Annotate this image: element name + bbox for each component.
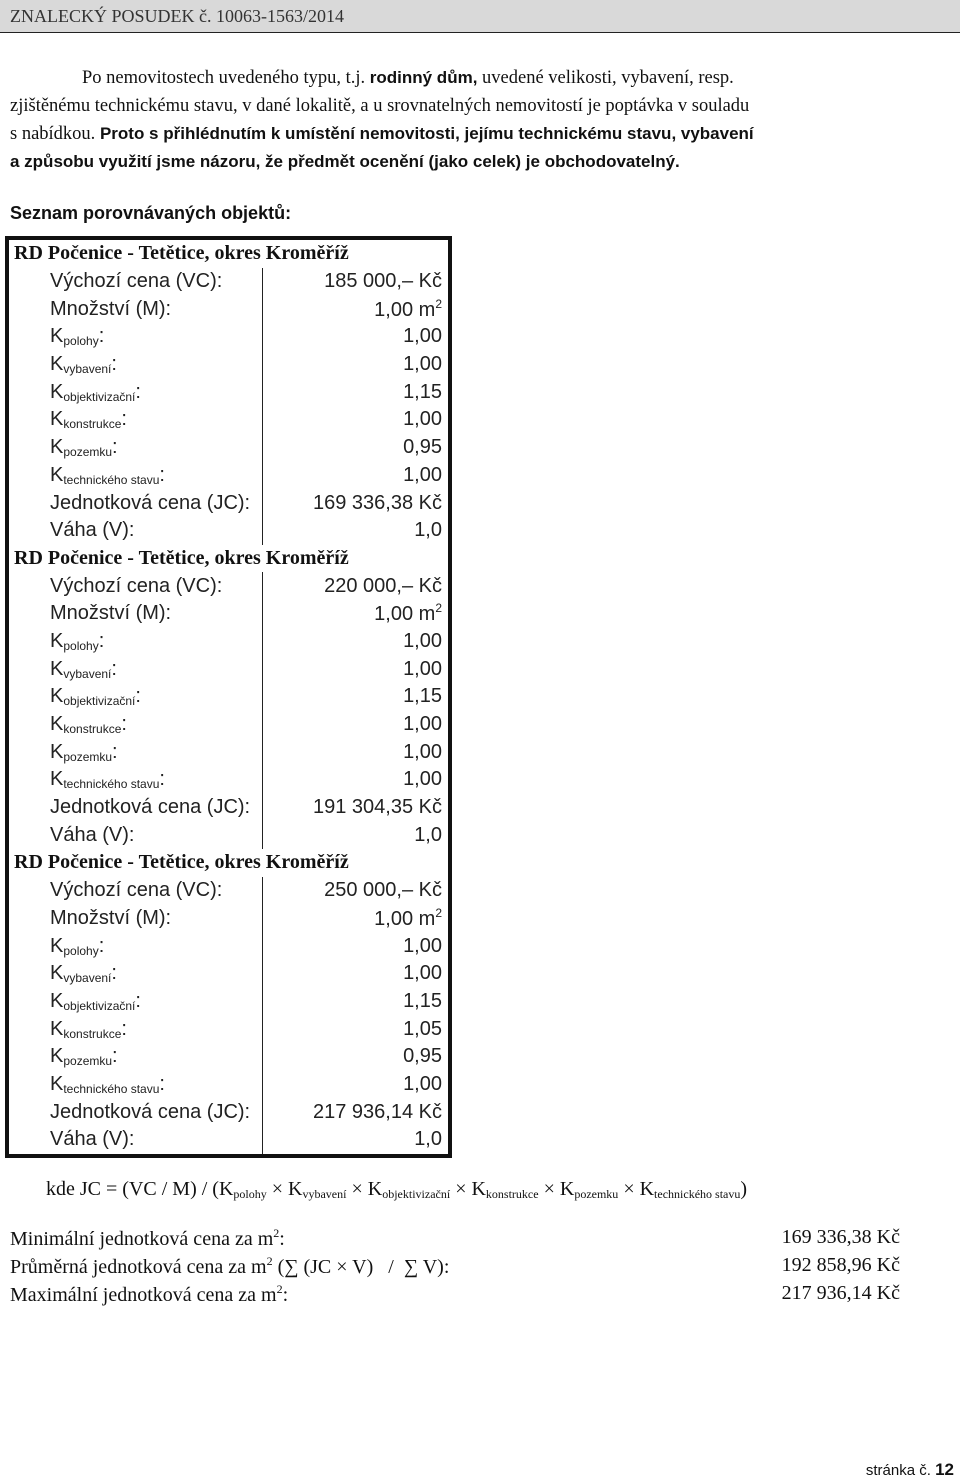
k-value-objektivizacni: 1,15: [403, 380, 442, 403]
k-value-pozemku: 0,95: [403, 1045, 442, 1068]
table-row: [7, 406, 450, 434]
v-label: Váha (V):: [7, 1126, 263, 1156]
k-label-objektivizacni: $K_{objektivizační}$:: [7, 378, 263, 406]
k-value-vybaveni: 1,00: [403, 657, 442, 680]
k-value-vybaveni: 1,00: [403, 353, 442, 376]
table-row: [7, 766, 450, 794]
jc-label: Jednotková cena (JC):: [7, 794, 263, 822]
object-name-row: [7, 849, 450, 877]
table-row: [7, 600, 450, 628]
list-title: Seznam porovnávaných objektů:: [10, 203, 292, 223]
k-label-vybaveni: $K_{vybavení}$:: [7, 960, 263, 988]
table-row: [7, 821, 450, 849]
k-value-polohy: 1,00: [403, 325, 442, 348]
table-row: [7, 295, 450, 323]
k-value-polohy: 1,00: [403, 629, 442, 652]
table-row: [7, 1126, 450, 1156]
k-label-pozemku: $K_{pozemku}$:: [7, 738, 263, 766]
table-row: [7, 1098, 450, 1126]
price-summary: [10, 1226, 900, 1310]
k-label-konstrukce: $K_{konstrukce}$:: [7, 406, 263, 434]
intro-bold-text: rodinný dům,: [369, 68, 478, 87]
page-footer: stránka č. 12: [865, 1460, 954, 1479]
k-value-objektivizacni: 1,15: [403, 685, 442, 708]
jc-label: Jednotková cena (JC):: [7, 489, 263, 517]
intro-bold-text: a způsobu využití jsme názoru, že předmět ocenění (jako celek) je obchodovatelný.: [10, 152, 680, 171]
m-value: 1,00 $m^2$: [374, 296, 442, 321]
k-label-technickeho_stavu: $K_{technického stavu}$:: [7, 462, 263, 490]
table-row: [7, 1015, 450, 1043]
k-value-konstrukce: 1,00: [403, 713, 442, 736]
table-row: [7, 378, 450, 406]
intro-text: zjištěnému technickému stavu, v dané lokalitě, a u srovnatelných nemovitostí je poptávka v souladu: [10, 96, 750, 116]
m-value: 1,00 $m^2$: [374, 905, 442, 930]
intro-text: uvedené velikosti, vybavení, resp.: [477, 68, 734, 88]
table-row: [7, 683, 450, 711]
m-label: Množství (M):: [7, 295, 263, 323]
jc-label: Jednotková cena (JC):: [7, 1098, 263, 1126]
table-row: [7, 572, 450, 600]
k-value-vybaveni: 1,00: [403, 962, 442, 985]
intro-paragraph: [10, 64, 955, 176]
k-label-polohy: $K_{polohy}$:: [7, 932, 263, 960]
k-label-technickeho_stavu: $K_{technického stavu}$:: [7, 766, 263, 794]
k-label-vybaveni: $K_{vybavení}$:: [7, 655, 263, 683]
document-title: ZNALECKÝ POSUDEK č. 10063-1563/2014: [10, 6, 344, 26]
k-value-technickeho_stavu: 1,00: [403, 1072, 442, 1095]
k-value-konstrukce: 1,00: [403, 408, 442, 431]
intro-bold-text: Proto s přihlédnutím k umístění nemovitosti, jejímu technickému stavu, vybavení: [99, 124, 754, 143]
compared-objects-table: [5, 236, 452, 1158]
vc-value: 185 000,– Kč: [324, 270, 442, 293]
object-name: RD Počenice - Tetětice, okres Kroměříž: [14, 242, 349, 265]
v-label: Váha (V):: [7, 821, 263, 849]
k-label-konstrukce: $K_{konstrukce}$:: [7, 1015, 263, 1043]
m-value: 1,00 $m^2$: [374, 601, 442, 626]
intro-text: Po nemovitostech uvedeného typu, t.j.: [82, 68, 370, 88]
table-row: [7, 960, 450, 988]
k-label-objektivizacni: $K_{objektivizační}$:: [7, 988, 263, 1016]
vc-label: Výchozí cena (VC):: [7, 572, 263, 600]
page-number: 12: [935, 1460, 954, 1479]
vc-value: 220 000,– Kč: [324, 574, 442, 597]
vc-label: Výchozí cena (VC):: [7, 877, 263, 905]
object-name-row: [7, 545, 450, 573]
k-value-objektivizacni: 1,15: [403, 989, 442, 1012]
table-row: [7, 988, 450, 1016]
m-label: Množství (M):: [7, 600, 263, 628]
k-value-pozemku: 0,95: [403, 436, 442, 459]
m-label: Množství (M):: [7, 905, 263, 933]
k-label-technickeho_stavu: $K_{technického stavu}$:: [7, 1071, 263, 1099]
formula: kde JC = $(VC / M) / (K_{polohy} \times K_{vybavení} \times K_{objektivizační} \times K_{konstrukce} \times K_{pozemku} \times K_{technického stavu})$: [46, 1178, 748, 1201]
object-name: RD Počenice - Tetětice, okres Kroměříž: [14, 851, 349, 874]
k-label-polohy: $K_{polohy}$:: [7, 323, 263, 351]
v-value: 1,0: [414, 519, 442, 542]
document-header: [0, 0, 960, 33]
k-label-vybaveni: $K_{vybavení}$:: [7, 351, 263, 379]
avg-price-value: 192 858,96 Kč: [781, 1254, 900, 1276]
table-row: [7, 655, 450, 683]
min-price-row: Minimální jednotková cena za $m^2$: 169 336,38 Kč: [10, 1226, 900, 1250]
k-value-polohy: 1,00: [403, 934, 442, 957]
table-row: [7, 711, 450, 739]
table-row: [7, 434, 450, 462]
k-label-pozemku: $K_{pozemku}$:: [7, 434, 263, 462]
jc-value: 169 336,38 Kč: [313, 491, 442, 514]
table-row: [7, 489, 450, 517]
jc-value: 217 936,14 Kč: [313, 1100, 442, 1123]
vc-label: Výchozí cena (VC):: [7, 268, 263, 296]
object-name: RD Počenice - Tetětice, okres Kroměříž: [14, 546, 349, 569]
max-price-row: Maximální jednotková cena za $m^2$: 217 936,14 Kč: [10, 1282, 900, 1306]
v-value: 1,0: [414, 1128, 442, 1151]
vc-value: 250 000,– Kč: [324, 879, 442, 902]
table-row: [7, 794, 450, 822]
k-value-technickeho_stavu: 1,00: [403, 463, 442, 486]
k-label-konstrukce: $K_{konstrukce}$:: [7, 711, 263, 739]
table-row: [7, 877, 450, 905]
table-row: [7, 1071, 450, 1099]
k-value-pozemku: 1,00: [403, 740, 442, 763]
k-label-objektivizacni: $K_{objektivizační}$:: [7, 683, 263, 711]
table-row: [7, 323, 450, 351]
avg-price-row: Průměrná jednotková cena za $m^2$ (∑ (JC × V) / ∑ V): 192 858,96 Kč: [10, 1254, 900, 1278]
k-value-konstrukce: 1,05: [403, 1017, 442, 1040]
k-label-polohy: $K_{polohy}$:: [7, 628, 263, 656]
v-label: Váha (V):: [7, 517, 263, 545]
table-row: [7, 905, 450, 933]
table-row: [7, 351, 450, 379]
table-row: [7, 517, 450, 545]
table-row: [7, 738, 450, 766]
table-row: [7, 268, 450, 296]
intro-text: s nabídkou.: [10, 124, 100, 144]
k-label-pozemku: $K_{pozemku}$:: [7, 1043, 263, 1071]
table-row: [7, 462, 450, 490]
jc-value: 191 304,35 Kč: [313, 796, 442, 819]
v-value: 1,0: [414, 823, 442, 846]
table-row: [7, 1043, 450, 1071]
object-name-row: [7, 238, 450, 268]
max-price-value: 217 936,14 Kč: [781, 1282, 900, 1304]
table-row: [7, 932, 450, 960]
k-value-technickeho_stavu: 1,00: [403, 768, 442, 791]
table-row: [7, 628, 450, 656]
min-price-value: 169 336,38 Kč: [781, 1226, 900, 1248]
